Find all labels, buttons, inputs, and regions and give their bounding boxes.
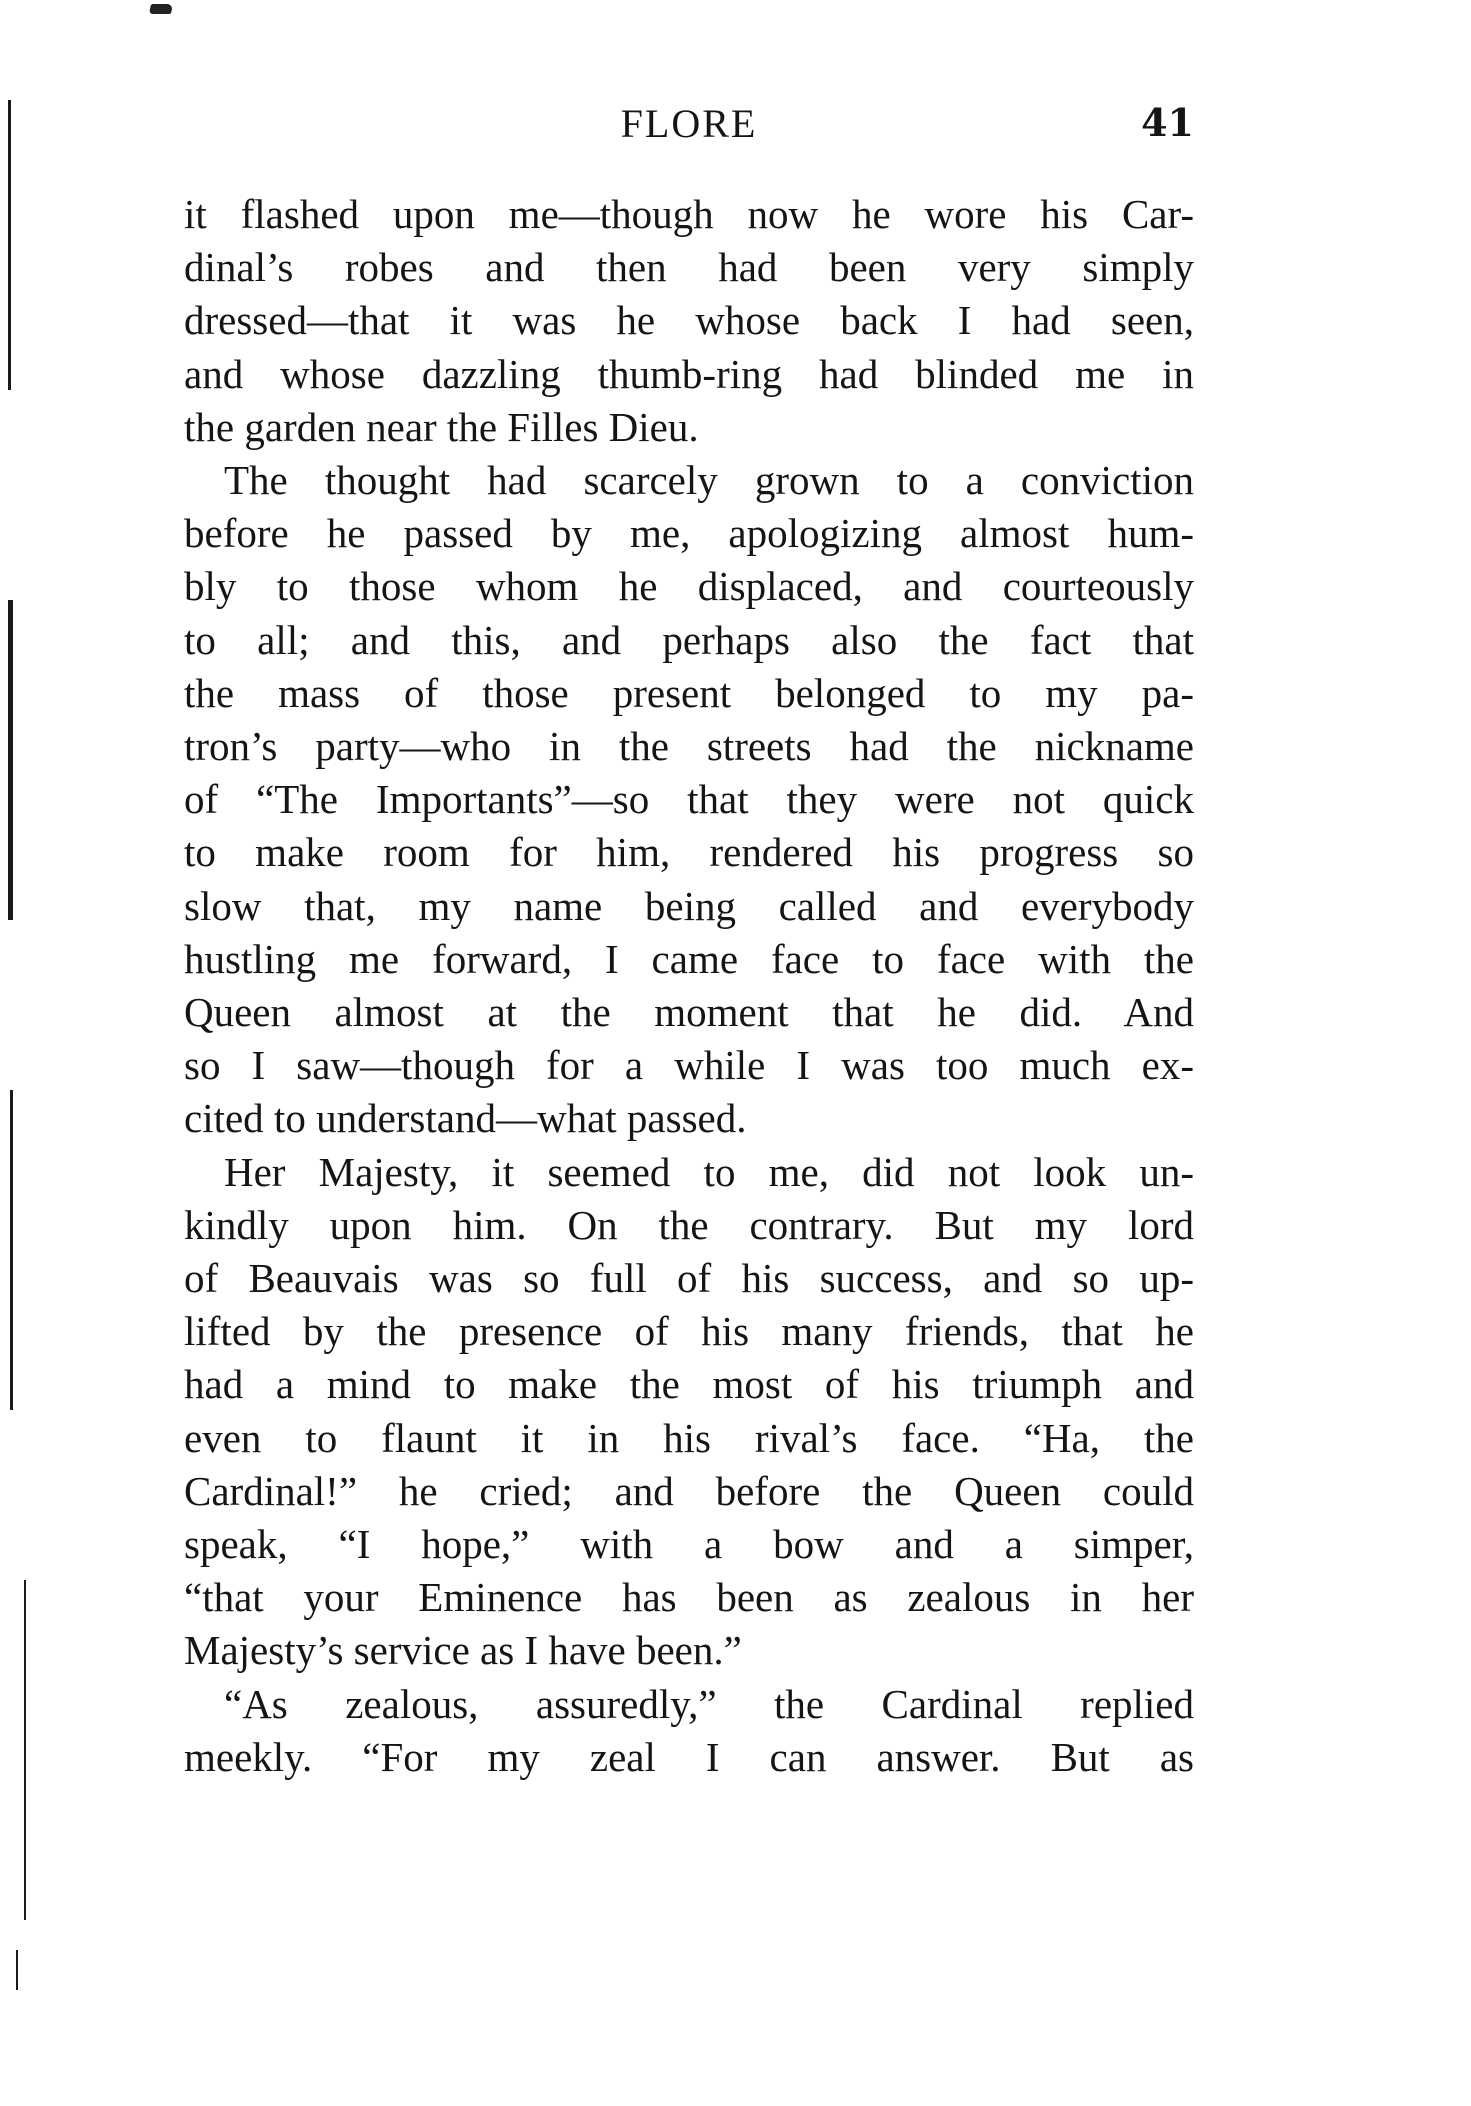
text-line: even to flaunt it in his rival’s face. “Ha, the: [184, 1414, 1194, 1461]
text-line: had a mind to make the most of his triumph and: [184, 1361, 1194, 1408]
text-line: dinal’s robes and then had been very simply: [184, 244, 1194, 291]
text-line: and whose dazzling thumb-ring had blinded me in: [184, 350, 1194, 397]
text-line: before he passed by me, apologizing almost hum-: [184, 510, 1194, 557]
text-line: Cardinal!” he cried; and before the Queen could: [184, 1467, 1194, 1514]
gutter-shadow-line: [10, 1090, 13, 1410]
text-line: the mass of those present belonged to my pa-: [184, 669, 1194, 716]
text-line: of “The Importants”—so that they were not quick: [184, 776, 1194, 823]
text-line: tron’s party—who in the streets had the nickname: [184, 723, 1194, 770]
text-line: “that your Eminence has been as zealous in her: [184, 1574, 1194, 1621]
gutter-shadow-line: [24, 1580, 26, 1920]
gutter-shadow-line: [16, 1950, 18, 1990]
gutter-shadow-line: [8, 600, 13, 920]
paragraph: [184, 454, 1194, 1146]
text-line: hustling me forward, I came face to face with the: [184, 935, 1194, 982]
text-line: The thought had scarcely grown to a conviction: [224, 457, 1194, 504]
text-line: to make room for him, rendered his progress so: [184, 829, 1194, 876]
paragraph: [184, 1146, 1194, 1678]
paragraph: [184, 1678, 1194, 1784]
text-line: Her Majesty, it seemed to me, did not look un-: [224, 1148, 1194, 1195]
text-line: meekly. “For my zeal I can answer. But as: [184, 1733, 1194, 1780]
body-text: [184, 188, 1194, 1784]
text-line: cited to understand—what passed.: [184, 1095, 747, 1142]
text-line: speak, “I hope,” with a bow and a simper,: [184, 1521, 1194, 1568]
text-line: the garden near the Filles Dieu.: [184, 403, 699, 450]
text-line: slow that, my name being called and everybody: [184, 882, 1194, 929]
page-header: [184, 100, 1194, 156]
text-line: bly to those whom he displaced, and courteously: [184, 563, 1194, 610]
text-line: dressed—that it was he whose back I had seen,: [184, 297, 1194, 344]
text-line: so I saw—though for a while I was too much ex-: [184, 1042, 1194, 1089]
scan-speck: [149, 4, 173, 14]
text-line: to all; and this, and perhaps also the fact that: [184, 616, 1194, 663]
text-line: kindly upon him. On the contrary. But my lord: [184, 1201, 1194, 1248]
text-line: “As zealous, assuredly,” the Cardinal replied: [224, 1680, 1194, 1727]
text-line: Majesty’s service as I have been.”: [184, 1627, 742, 1674]
paragraph: [184, 188, 1194, 454]
text-line: of Beauvais was so full of his success, and so up-: [184, 1255, 1194, 1302]
text-line: Queen almost at the moment that he did. And: [184, 989, 1194, 1036]
gutter-shadow-line: [8, 100, 11, 390]
text-line: lifted by the presence of his many friends, that he: [184, 1308, 1194, 1355]
page-number: 41: [1141, 100, 1194, 145]
text-line: it flashed upon me—though now he wore his Car-: [184, 191, 1194, 237]
running-title: FLORE: [620, 101, 758, 146]
